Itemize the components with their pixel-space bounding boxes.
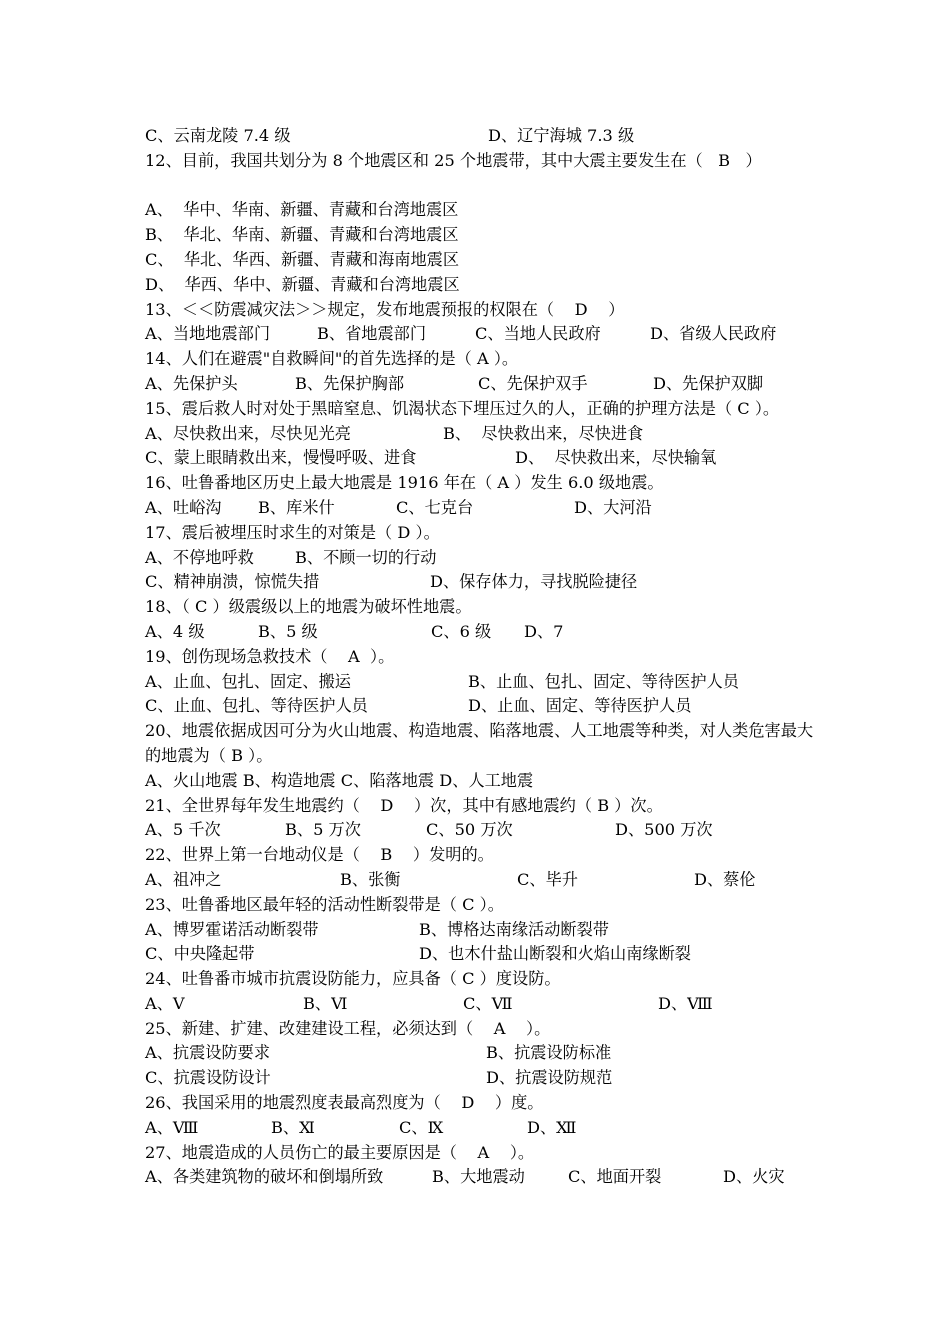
option-line: A、 华中、华南、新疆、青藏和台湾地震区	[145, 200, 459, 220]
option-row	[145, 322, 815, 347]
option: A、祖冲之	[145, 869, 222, 889]
option-row	[145, 868, 815, 893]
option-line: A、火山地震 B、构造地震 C、陷落地震 D、人工地震	[145, 770, 534, 790]
option: B、博格达南缘活动断裂带	[419, 919, 609, 939]
question-line: 20、地震依据成因可分为火山地震、构造地震、陷落地震、人工地震等种类，对人类危害最大的地震为（ B ）。	[145, 721, 814, 765]
option-row	[145, 570, 815, 595]
option-line: B、 华北、华南、新疆、青藏和台湾地震区	[145, 225, 459, 245]
option: C、先保护双手	[478, 373, 588, 393]
question-line: 13、＜＜防震减灾法＞＞规定，发布地震预报的权限在（ D ）	[145, 299, 625, 319]
option-row	[145, 918, 815, 943]
option: B、先保护胸部	[295, 373, 405, 393]
option: D、Ⅷ	[658, 993, 713, 1013]
option-row	[145, 372, 815, 397]
option: A、止血、包扎、固定、搬运	[145, 671, 351, 691]
option: D、7	[524, 621, 564, 641]
option: A、当地地震部门	[145, 324, 271, 344]
question-line: 21、全世界每年发生地震约（ D ）次，其中有感地震约（ B ）次。	[145, 795, 663, 815]
question-text	[145, 124, 815, 1190]
option: A、Ⅴ	[145, 993, 185, 1013]
option: D、也木什盐山断裂和火焰山南缘断裂	[419, 944, 691, 964]
option: A、不停地呼救	[145, 547, 254, 567]
option-row	[145, 446, 815, 471]
question-line: 14、人们在避震"自救瞬间"的首先选择的是（ A ）。	[145, 349, 519, 369]
option-row	[145, 124, 815, 149]
option: B、5 万次	[285, 820, 361, 840]
option-row	[145, 694, 815, 719]
option: C、50 万次	[426, 820, 513, 840]
option: D、辽宁海城 7.3 级	[488, 126, 635, 145]
option: C、七克台	[396, 497, 474, 517]
question-line: 12、目前，我国共划分为 8 个地震区和 25 个地震带，其中大震主要发生在（ B ）	[145, 150, 762, 170]
option-row	[145, 1116, 815, 1141]
option: A、4 级	[145, 621, 205, 641]
option: B、大地震动	[432, 1167, 525, 1187]
option: D、止血、固定、等待医护人员	[468, 696, 692, 716]
question-line: 16、吐鲁番地区历史上最大地震是 1916 年在（ A ）发生 6.0 级地震。	[145, 473, 664, 493]
option-row	[145, 942, 815, 967]
option: C、蒙上眼睛救出来，慢慢呼吸、进食	[145, 448, 417, 468]
option: D、省级人民政府	[650, 324, 777, 344]
option-row	[145, 818, 815, 843]
option: A、5 千次	[145, 820, 221, 840]
option: D、火灾	[723, 1167, 785, 1187]
option-row	[145, 620, 815, 645]
option: C、云南龙陵 7.4 级	[145, 126, 291, 145]
option: C、Ⅸ	[399, 1117, 444, 1137]
option-row	[145, 1066, 815, 1091]
option-line: C、 华北、华西、新疆、青藏和海南地震区	[145, 249, 460, 269]
option: D、大河沿	[574, 497, 652, 517]
question-line: 24、吐鲁番市城市抗震设防能力，应具备（ C ）度设防。	[145, 969, 561, 989]
blank-line	[145, 174, 815, 199]
option: D、先保护双脚	[653, 373, 764, 393]
option-line: D、 华西、华中、新疆、青藏和台湾地震区	[145, 274, 460, 294]
option: B、止血、包扎、固定、等待医护人员	[468, 671, 739, 691]
option: B、张衡	[340, 869, 401, 889]
option-row	[145, 1041, 815, 1066]
option-row	[145, 670, 815, 695]
question-line: 25、新建、扩建、改建建设工程，必须达到（ A ）。	[145, 1018, 551, 1038]
question-line: 23、吐鲁番地区最年轻的活动性断裂带是（ C ）。	[145, 894, 504, 914]
option: C、毕升	[517, 869, 578, 889]
option: A、抗震设防要求	[145, 1043, 271, 1063]
option: D、500 万次	[615, 820, 713, 840]
option: A、尽快救出来，尽快见光亮	[145, 423, 351, 443]
question-line: 15、震后救人时对处于黑暗窒息、饥渴状态下埋压过久的人，正确的护理方法是（ C ）。	[145, 398, 780, 418]
option: B、Ⅺ	[271, 1117, 315, 1137]
option: B、库米什	[258, 497, 335, 517]
option: C、止血、包扎、等待医护人员	[145, 696, 368, 716]
option: C、当地人民政府	[475, 324, 601, 344]
option: C、中央隆起带	[145, 944, 255, 964]
option: B、省地震部门	[317, 324, 427, 344]
option: B、Ⅵ	[303, 993, 348, 1013]
question-line: 18、（ C ）级震级以上的地震为破坏性地震。	[145, 597, 472, 617]
option: D、抗震设防规范	[486, 1068, 613, 1088]
option: D、Ⅻ	[527, 1117, 577, 1137]
question-line: 22、世界上第一台地动仪是（ B ）发明的。	[145, 845, 494, 865]
option: A、先保护头	[145, 373, 238, 393]
option: D、保存体力，寻找脱险捷径	[430, 572, 638, 592]
option: C、Ⅶ	[463, 993, 513, 1013]
option-row	[145, 1165, 815, 1190]
option: C、抗震设防设计	[145, 1068, 271, 1088]
option: C、精神崩溃，惊慌失措	[145, 572, 320, 592]
question-line: 26、我国采用的地震烈度表最高烈度为（ D ）度。	[145, 1093, 544, 1113]
option: A、吐峪沟	[145, 497, 222, 517]
option-row	[145, 992, 815, 1017]
option-row	[145, 546, 815, 571]
option-row	[145, 422, 815, 447]
option: C、地面开裂	[568, 1167, 662, 1187]
option-row	[145, 496, 815, 521]
question-line: 17、震后被埋压时求生的对策是（ D ）。	[145, 522, 440, 542]
option: B、不顾一切的行动	[295, 547, 437, 567]
option: A、Ⅷ	[145, 1117, 199, 1137]
option: B、5 级	[258, 621, 318, 641]
option: B、抗震设防标准	[486, 1043, 612, 1063]
option: C、6 级	[431, 621, 492, 641]
option: A、博罗霍诺活动断裂带	[145, 919, 319, 939]
option: D、蔡伦	[694, 869, 756, 889]
option: B、 尽快救出来，尽快进食	[443, 423, 644, 443]
question-line: 19、创伤现场急救技术（ A ）。	[145, 646, 395, 666]
option: D、 尽快救出来，尽快输氧	[515, 448, 717, 468]
question-line: 27、地震造成的人员伤亡的最主要原因是（ A ）。	[145, 1142, 535, 1162]
option: A、各类建筑物的破坏和倒塌所致	[145, 1167, 384, 1187]
